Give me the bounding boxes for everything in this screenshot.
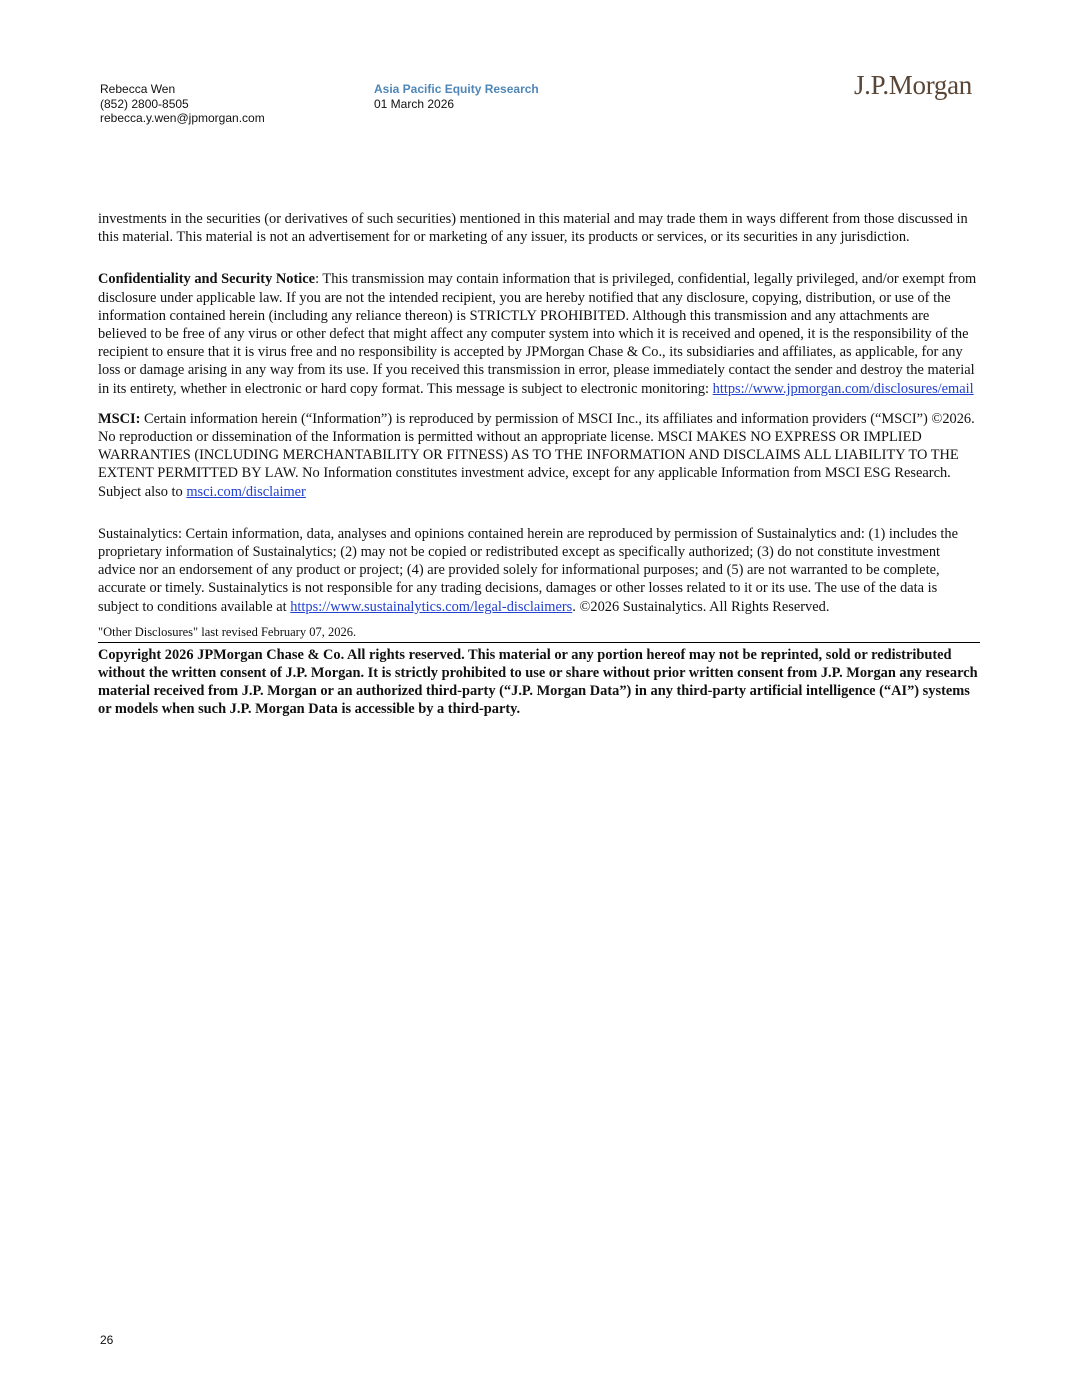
author-email: rebecca.y.wen@jpmorgan.com (100, 111, 265, 125)
confidentiality-text: : This transmission may contain information that is privileged, confidential, legally privileged, and/or exempt from disclosure under applicable law. If you are not the intended recipient, you are hereby notified that any disclosure, copying, distribution, or use of the information contained herein (including any reliance thereon) is STRICTLY PROHIBITED. Although this transmission and any attachments are believed to be free of any virus or other defect that might affect any computer system into which it is received and opened, it is the responsibility of the recipient to ensure that it is virus free and no responsibility is accepted by JPMorgan Chase & Co., its subsidiaries and affiliates, as applicable, for any loss or damage arising in any way from its use. If you received this transmission in error, please immediately contact the sender and destroy the material in its entirety, whether in electronic or hard copy format. This message is subject to electronic monitoring: (98, 271, 977, 397)
sustainalytics-disclaimer-link[interactable]: https://www.sustainalytics.com/legal-disclaimers (290, 598, 573, 615)
msci-text: Certain information herein (“Information”) is reproduced by permission of MSCI Inc., its affiliates and information providers (“MSCI”) ©2026. No reproduction or dissemination of the Information is permitted without an appropriate license. MSCI MAKES NO EXPRESS OR IMPLIED WARRANTIES (INCLUDING MERCHANTABILITY OR FITNESS) AS TO THE INFORMATION AND DISCLAIMS ALL LIABILITY TO THE EXTENT PERMITTED BY LAW. No Information constitutes investment advice, except for any applicable Information from MSCI ESG Research. Subject also to (98, 410, 975, 500)
revised-note: "Other Disclosures" last revised February 07, 2026. (98, 625, 980, 643)
copyright-notice: Copyright 2026 JPMorgan Chase & Co. All rights reserved. This material or any portion hereof may not be reprinted, sold or redistributed without the written consent of J.P. Morgan. It is strictly prohibited to use or share without prior written consent from J.P. Morgan any research material received from J.P. Morgan or an authorized third-party (“J.P. Morgan Data”) in any third-party artificial intelligence (“AI”) systems or models when such J.P. Morgan Data is accessible by a third-party. (98, 646, 978, 718)
report-date: 01 March 2026 (374, 96, 455, 111)
sustainalytics-text: Sustainalytics: Certain information, data, analyses and opinions contained herein are reproduced by permission of Sustainalytics and: (1) includes the proprietary information of Sustainalytics; (2) may not be copied or redistributed except as specifically authorized; (3) do not constitute investment advice nor an endorsement of any product or project; (4) are provided solely for informational purposes; and (5) are not warranted to be complete, accurate or timely. Sustainalytics is not responsible for any trading decisions, damages or other losses related to it or its use. The use of the data is subject to conditions available at (98, 525, 959, 615)
confidentiality-paragraph (98, 270, 980, 397)
sustainalytics-tail: . ©2026 Sustainalytics. All Rights Reserved. (572, 598, 830, 615)
jpmorgan-logo: J.P.Morgan (853, 70, 972, 100)
author-block (100, 82, 265, 126)
page-number: 26 (100, 1333, 114, 1347)
msci-paragraph (98, 410, 980, 501)
author-phone: (852) 2800-8505 (100, 96, 189, 111)
disclosures-body (98, 210, 980, 719)
investments-paragraph: investments in the securities (or derivatives of such securities) mentioned in this material and may trade them in ways different from those discussed in this material. This material is not an advertisement for or marketing of any issuer, its products or services, or its securities in any jurisdiction. (98, 211, 968, 246)
department-label: Asia Pacific Equity Research (374, 82, 539, 96)
research-block (374, 82, 539, 111)
disclosures-email-link[interactable]: https://www.jpmorgan.com/disclosures/email (712, 380, 974, 397)
msci-heading: MSCI: (98, 410, 141, 427)
page-header (100, 70, 980, 132)
author-name: Rebecca Wen (100, 82, 176, 96)
sustainalytics-paragraph (98, 525, 980, 616)
msci-disclaimer-link[interactable]: msci.com/disclaimer (186, 483, 306, 500)
confidentiality-heading: Confidentiality and Security Notice (98, 271, 316, 288)
